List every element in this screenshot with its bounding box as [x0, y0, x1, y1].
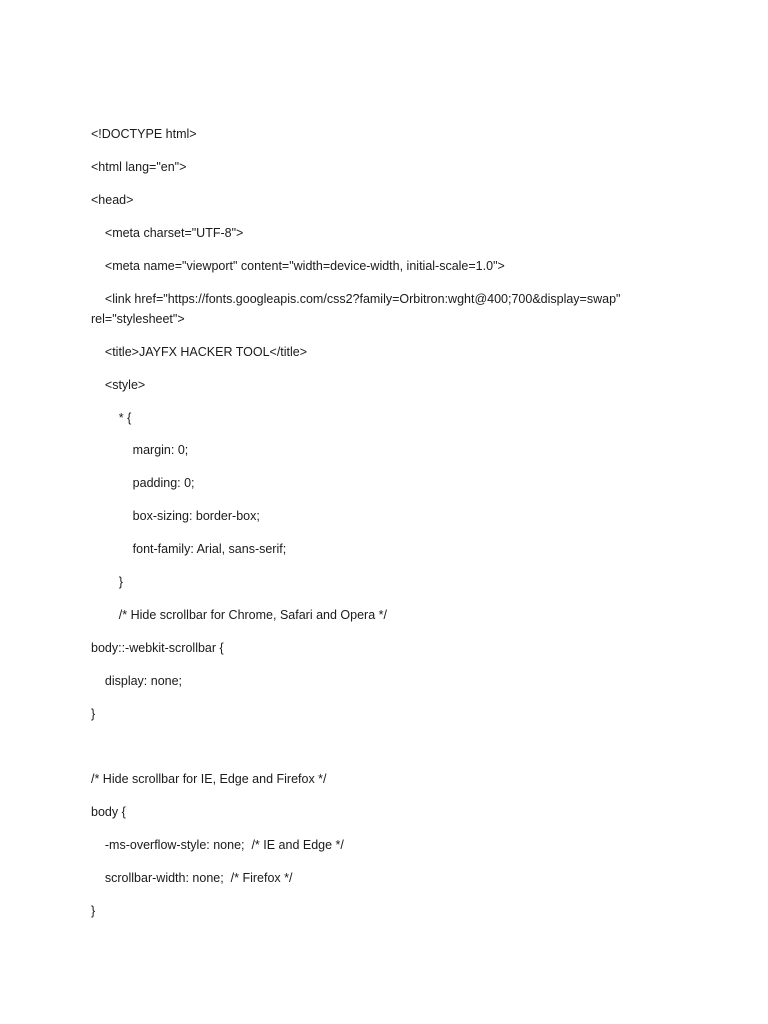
code-line: body {	[91, 805, 126, 819]
code-line: rel="stylesheet">	[91, 312, 185, 326]
code-line: <meta charset="UTF-8">	[91, 226, 244, 240]
code-line: /* Hide scrollbar for Chrome, Safari and Opera */	[91, 608, 387, 622]
code-line: }	[91, 904, 96, 918]
code-line: display: none;	[91, 674, 183, 688]
code-line: body::-webkit-scrollbar {	[91, 641, 224, 655]
code-line: /* Hide scrollbar for IE, Edge and Firefox */	[91, 772, 327, 786]
code-line: scrollbar-width: none; /* Firefox */	[91, 871, 293, 885]
code-line: margin: 0;	[91, 443, 189, 457]
code-line: <!DOCTYPE html>	[91, 127, 197, 141]
code-line: font-family: Arial, sans-serif;	[91, 542, 287, 556]
code-line: <html lang="en">	[91, 160, 187, 174]
code-line: <meta name="viewport" content="width=device-width, initial-scale=1.0">	[91, 259, 505, 273]
code-line: <style>	[91, 378, 146, 392]
code-line: <link href="https://fonts.googleapis.com/css2?family=Orbitron:wght@400;700&display=swap"	[91, 292, 621, 306]
code-line: }	[91, 575, 123, 589]
code-line: -ms-overflow-style: none; /* IE and Edge */	[91, 838, 344, 852]
code-line: <head>	[91, 193, 134, 207]
code-line: * {	[91, 411, 132, 425]
code-line: box-sizing: border-box;	[91, 509, 260, 523]
code-line: padding: 0;	[91, 476, 195, 490]
code-line: }	[91, 707, 96, 721]
code-line: <title>JAYFX HACKER TOOL</title>	[91, 345, 308, 359]
